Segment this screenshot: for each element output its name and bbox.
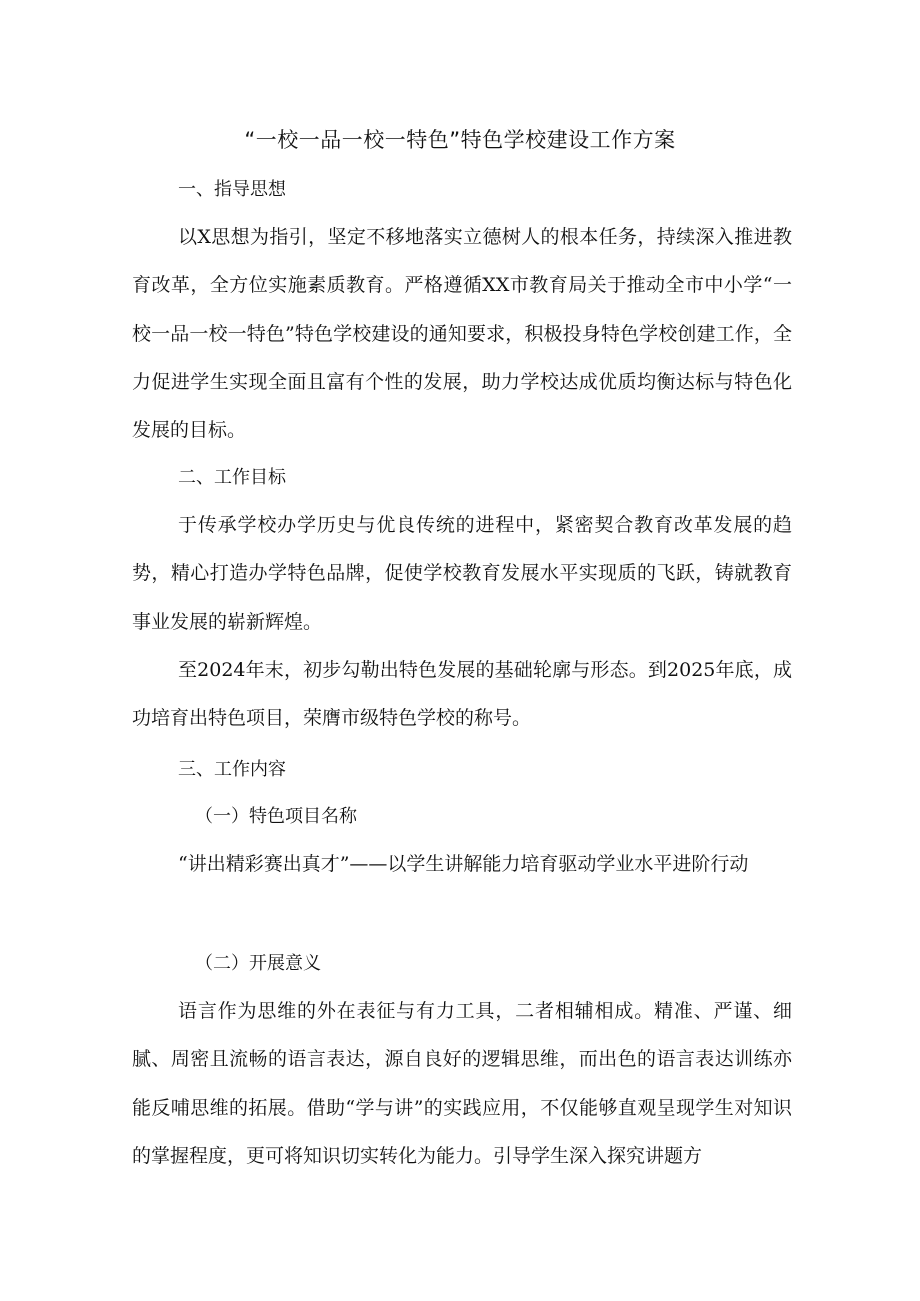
- subsection-heading-project-name: （一）特色项目名称: [195, 806, 357, 827]
- section-heading-guiding-ideology: 一、指导思想: [178, 179, 286, 200]
- paragraph-guiding-ideology: 以X思想为指引，坚定不移地落实立德树人的根本任务，持续深入推进教育改革，全方位实施素质教育。严格遵循XX市教育局关于推动全市中小学“一校一品一校一特色”特色学校建设的通知要求，积极投身特色学校创建工作，全力促进学生实现全面且富有个性的发展，助力学校达成优质均衡达标与特色化发展的目标。: [132, 226, 792, 442]
- section-heading-work-goals: 二、工作目标: [178, 467, 286, 488]
- significance-clip: [0, 987, 920, 1197]
- paragraph-significance: 语言作为思维的外在表征与有力工具，二者相辅相成。精准、严谨、细腻、周密且流畅的语言表达，源自良好的逻辑思维，而出色的语言表达训练亦能反哺思维的拓展。借助“学与讲”的实践应用，不仅能够直观呈现学生对知识的掌握程度，更可将知识切实转化为能力。引导学生深入探究讲题方: [132, 1000, 792, 1167]
- document-title: “一校一品一校一特色”特色学校建设工作方案: [244, 128, 676, 152]
- subsection-heading-significance: （二）开展意义: [195, 953, 321, 974]
- paragraph-project-name: “讲出精彩赛出真才”——以学生讲解能力培育驱动学业水平进阶行动: [178, 853, 749, 875]
- paragraph-work-timeline: 至2024年末，初步勾勒出特色发展的基础轮廓与形态。到2025年底，成功培育出特色项目，荣膺市级特色学校的称号。: [132, 659, 792, 730]
- paragraph-work-goals: 于传承学校办学历史与优良传统的进程中，紧密契合教育改革发展的趋势，精心打造办学特色品牌，促使学校教育发展水平实现质的飞跃，铸就教育事业发展的崭新辉煌。: [132, 514, 792, 633]
- section-heading-work-content: 三、工作内容: [178, 759, 286, 780]
